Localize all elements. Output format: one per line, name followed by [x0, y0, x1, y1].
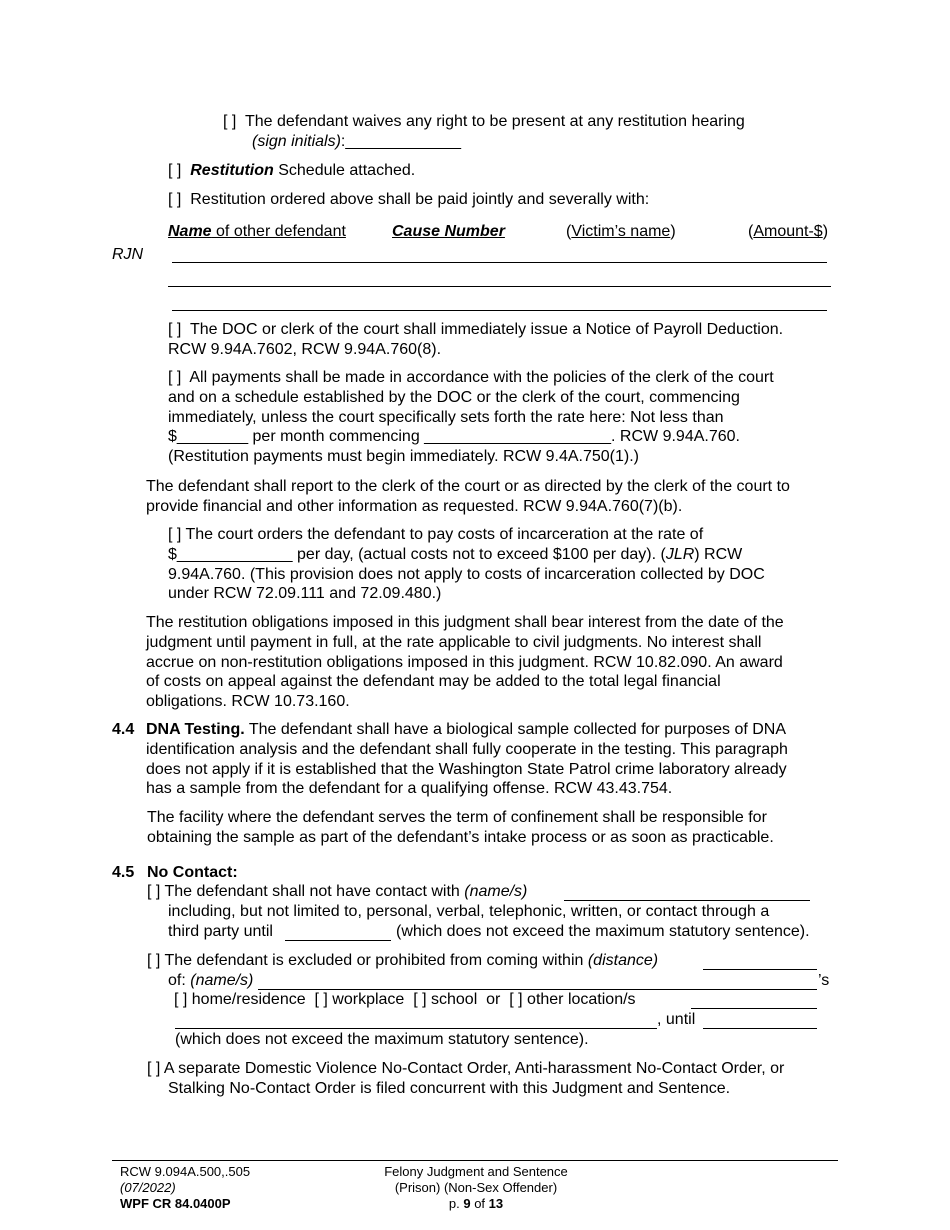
dna-title: DNA Testing. [146, 721, 245, 738]
possessive-s: ’s [818, 972, 830, 989]
payroll-text: The DOC or clerk of the court shall immediately issue a Notice of Payroll Deduction. [189, 321, 784, 338]
interest-line-4: of costs on appeal against the defendant may be added to the total legal financial [146, 673, 721, 691]
facility-line-2: obtaining the sample as part of the defendant’s intake process or as soon as practicable. [147, 828, 774, 846]
colon: : [340, 133, 346, 150]
incarceration-line-2b: ) RCW [694, 545, 743, 563]
header-victim-name [566, 222, 676, 242]
footer-center [374, 1164, 578, 1212]
footer-left [120, 1164, 250, 1212]
payroll-citation: RCW 9.94A.7602, RCW 9.94A.760(8). [168, 340, 442, 358]
payments-line-1: All payments shall be made in accordance with the policies of the clerk of the court [189, 369, 774, 386]
dna-line-4: has a sample from the defendant for a qualifying offense. RCW 43.43.754. [146, 780, 673, 798]
interest-paragraph [146, 613, 846, 712]
checkbox[interactable]: [ ] [168, 162, 182, 179]
separate-order-line-2: Stalking No-Contact Order is filed concurrent with this Judgment and Sentence. [168, 1079, 731, 1097]
incarceration-line-1: The court orders the defendant to pay costs of incarceration at the rate of [185, 526, 704, 543]
third-party-until-text: third party until [168, 923, 273, 940]
interest-line-1: The restitution obligations imposed in this judgment shall bear interest from the date of the [146, 614, 784, 631]
footer-rcw: RCW 9.094A.500,.505 [120, 1164, 251, 1179]
checkbox[interactable]: [ ] [168, 191, 182, 208]
page-number [374, 1196, 578, 1212]
no-contact-item-1-line-2: including, but not limited to, personal, verbal, telephonic, written, or contact through a [168, 903, 770, 920]
jlr-text: JLR [665, 545, 695, 563]
separate-order-line-1: A separate Domestic Violence No-Contact Order, Anti-harassment No-Contact Order, or [163, 1060, 785, 1077]
total-pages: 13 [488, 1196, 504, 1211]
header-cause-number [392, 222, 505, 242]
incarceration-line-3: 9.94A.760. (This provision does not apply to costs of incarceration collected by DOC [168, 565, 765, 583]
cause-number-text: Cause Number [392, 223, 505, 240]
payments-item [168, 368, 848, 467]
incarceration-line-4: under RCW 72.09.111 and 72.09.480.) [168, 585, 442, 603]
location-options[interactable]: [ ] home/residence [ ] workplace [ ] school or [ ] other location/s [174, 991, 636, 1008]
checkbox[interactable]: [ ] [223, 113, 237, 130]
checkbox[interactable]: [ ] [168, 369, 182, 386]
no-contact-title: No Contact: [147, 864, 238, 881]
no-contact-item-2-line-2 [168, 971, 253, 991]
dna-facility-paragraph [147, 808, 847, 848]
checkbox[interactable]: [ ] [147, 883, 161, 900]
checkbox[interactable]: [ ] [168, 321, 182, 338]
paren: ( [748, 223, 754, 240]
jointly-severally-item [168, 190, 649, 210]
checkbox[interactable]: [ ] [147, 952, 161, 969]
interest-line-5: obligations. RCW 10.73.160. [146, 693, 350, 711]
footer-form-number: WPF CR 84.0400P [120, 1196, 231, 1211]
payments-line-2: and on a schedule established by the DOC or the clerk of the court, commencing [168, 388, 740, 406]
page-of: of [470, 1196, 489, 1211]
section-number-4-5: 4.5 [112, 864, 135, 881]
restitution-bold: Restitution [190, 162, 274, 179]
facility-line-1: The facility where the defendant serves the term of confinement shall be responsible for [147, 809, 767, 826]
checkbox[interactable]: [ ] [168, 526, 182, 543]
max-sentence-note-1: (which does not exceed the maximum statutory sentence). [396, 923, 810, 940]
no-contact-item-2-line-1 [147, 951, 658, 971]
page-prefix: p. [448, 1196, 464, 1211]
amount-text: Amount-$ [753, 223, 823, 240]
paren: ( [566, 223, 572, 240]
rjn-label: RJN [112, 246, 144, 263]
sign-initials-label: (sign initials) [252, 133, 341, 150]
no-contact-text: The defendant shall not have contact with [164, 883, 465, 900]
name-label: (name/s) [190, 972, 254, 989]
waive-text: The defendant waives any right to be present at any restitution hearing [244, 113, 745, 130]
restitution-schedule-item [168, 161, 415, 181]
report-paragraph [146, 477, 846, 517]
report-line-1: The defendant shall report to the clerk of the court or as directed by the clerk of the court to [146, 478, 790, 495]
footer-title-1: Felony Judgment and Sentence [384, 1164, 568, 1179]
payments-line-4: $________ per month commencing _____________________. RCW 9.94A.760. [168, 428, 740, 446]
name-rest: of other defendant [211, 223, 346, 240]
report-line-2: provide financial and other information as requested. RCW 9.94A.760(7)(b). [146, 497, 683, 515]
current-page: 9 [463, 1196, 471, 1211]
dna-testing-paragraph [146, 720, 846, 799]
contact-name-blank[interactable] [564, 900, 810, 901]
checkbox[interactable]: [ ] [147, 1060, 161, 1077]
jointly-text: Restitution ordered above shall be paid jointly and severally with: [190, 191, 650, 208]
paren: ) [822, 223, 829, 240]
codefendant-line-1[interactable] [172, 262, 827, 263]
schedule-text: Schedule attached. [273, 162, 416, 179]
victim-text: Victim’s name [571, 223, 671, 240]
no-contact-item-1-line-3 [168, 922, 273, 942]
other-location-blank[interactable] [691, 1008, 817, 1009]
payments-line-3: immediately, unless the court specifically sets forth the rate here: Not less than [168, 408, 724, 426]
dna-line-2: identification analysis and the defendant shall fully cooperate in the testing. This paragraph [146, 740, 788, 758]
interest-line-2: judgment until payment in full, at the rate applicable to civil judgments. No interest shall [146, 633, 762, 651]
codefendant-line-2[interactable] [168, 286, 831, 287]
header-name-of-other-defendant [168, 222, 346, 242]
of-label: of: [168, 972, 191, 989]
waive-restitution-item [223, 112, 745, 132]
max-sentence-note-2: (which does not exceed the maximum statutory sentence). [175, 1031, 589, 1048]
until-date-blank[interactable] [285, 940, 391, 941]
initials-blank[interactable]: _____________ [345, 133, 462, 150]
name-bold: Name [168, 223, 212, 240]
no-contact-item-1-line-1 [147, 882, 527, 902]
header-amount [748, 222, 828, 242]
distance-blank[interactable] [703, 969, 817, 970]
footer-date: (07/2022) [120, 1180, 176, 1195]
payments-line-5: (Restitution payments must begin immediately. RCW 9.4A.750(1).) [168, 448, 639, 466]
sign-initials-line [252, 132, 461, 152]
paren: ) [670, 223, 676, 240]
incarceration-costs-item [168, 525, 848, 604]
footer-rule [112, 1160, 838, 1161]
footer-title-2: (Prison) (Non-Sex Offender) [394, 1180, 558, 1195]
codefendant-line-3[interactable] [172, 310, 827, 311]
excluded-text: The defendant is excluded or prohibited from coming within [164, 952, 588, 969]
dna-line-3: does not apply if it is established that the Washington State Patrol crime laboratory already [146, 760, 787, 778]
name-label: (name/s) [464, 883, 528, 900]
interest-line-3: accrue on non-restitution obligations imposed in this judgment. RCW 10.82.090. An award [146, 653, 783, 671]
incarceration-line-2a: $_____________ per day, (actual costs not to exceed $100 per day). ( [168, 545, 666, 563]
until-label: , until [657, 1011, 696, 1028]
section-number-4-4: 4.4 [112, 721, 135, 738]
until-date-blank-2[interactable] [703, 1028, 817, 1029]
distance-label: (distance) [587, 952, 659, 969]
no-contact-item-3 [147, 1059, 847, 1099]
dna-line-1: The defendant shall have a biological sample collected for purposes of DNA [244, 721, 787, 738]
payroll-deduction-item [168, 320, 848, 360]
location-line-blank[interactable] [175, 1028, 657, 1029]
